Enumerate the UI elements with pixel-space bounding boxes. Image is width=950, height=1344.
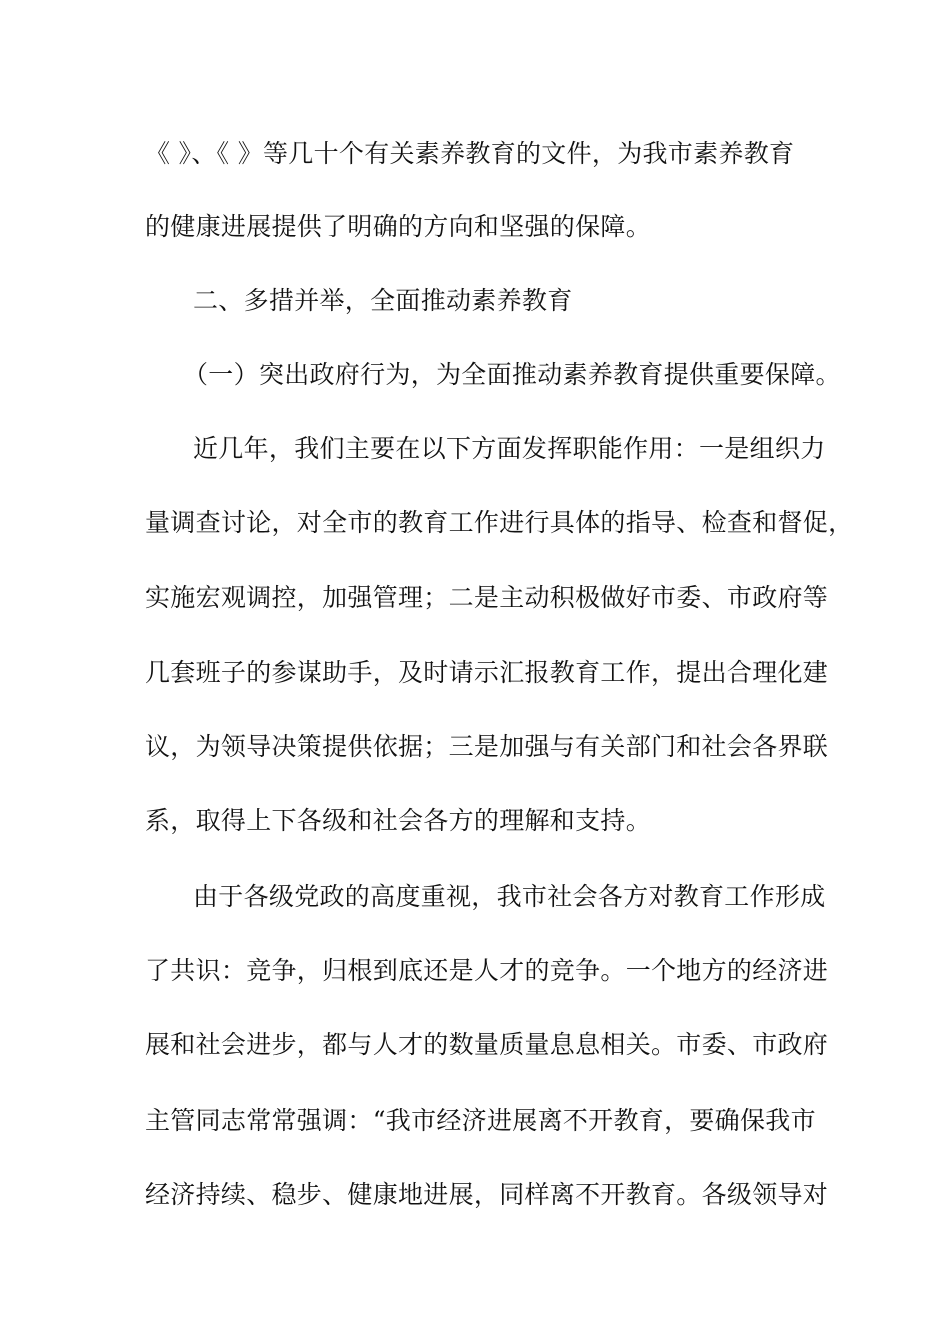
text-line-14: 主管同志常常强调：“我市经济进展离不开教育，要确保我市 — [145, 1106, 816, 1135]
section-heading: 二、多措并举，全面推动素养教育 — [193, 286, 573, 315]
text-line-9: 议，为领导决策提供依据；三是加强与有关部门和社会各界联 — [145, 732, 829, 761]
text-line-10: 系，取得上下各级和社会各方的理解和支持。 — [145, 806, 652, 835]
subsection-heading: （一）突出政府行为，为全面推动素养教育提供重要保障。 — [183, 360, 841, 389]
text-line-7: 实施宏观调控，加强管理；二是主动积极做好市委、市政府等 — [145, 583, 829, 612]
text-line-5: 近几年，我们主要在以下方面发挥职能作用：一是组织力 — [193, 434, 826, 463]
text-line-2: 的健康进展提供了明确的方向和坚强的保障。 — [145, 212, 652, 241]
text-line-6: 量调查讨论，对全市的教育工作进行具体的指导、检查和督促， — [145, 508, 854, 537]
text-line-11: 由于各级党政的高度重视，我市社会各方对教育工作形成 — [193, 882, 826, 911]
text-line-13: 展和社会进步，都与人才的数量质量息息相关。市委、市政府 — [145, 1030, 829, 1059]
text-line-8: 几套班子的参谋助手，及时请示汇报教育工作，提出合理化建 — [145, 658, 829, 687]
text-line-1: 《 》、《 》等几十个有关素养教育的文件，为我市素养教育 — [145, 139, 795, 168]
text-line-15: 经济持续、稳步、健康地进展，同样离不开教育。各级领导对 — [145, 1180, 829, 1209]
text-line-12: 了共识：竞争，归根到底还是人才的竞争。一个地方的经济进 — [145, 956, 829, 985]
